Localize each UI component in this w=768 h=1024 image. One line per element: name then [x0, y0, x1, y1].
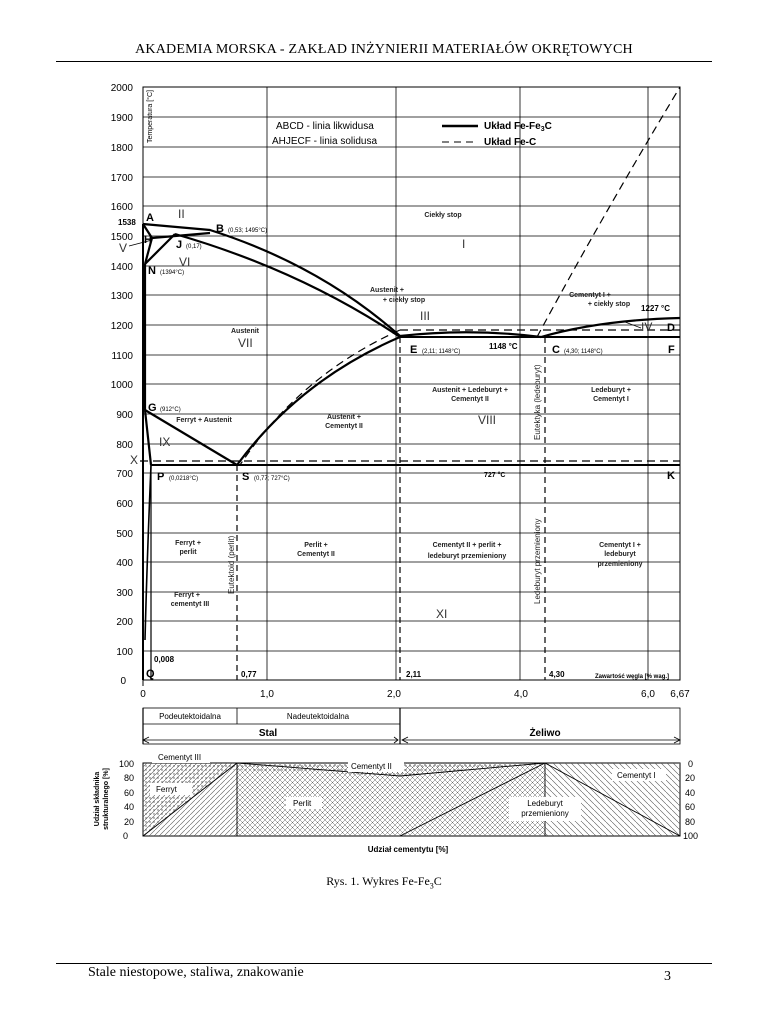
point-n: N [148, 265, 156, 277]
point-d: D [667, 322, 675, 334]
region-aust-ciekly: Austenit + [369, 287, 405, 294]
region-ferryt-aust: Ferryt + Austenit [176, 417, 232, 424]
y-tick: 1000 [110, 380, 133, 391]
temp-1227: 1227 °C [641, 304, 670, 313]
svg-text:perlit: perlit [179, 549, 197, 556]
svg-text:przemieniony: przemieniony [597, 561, 643, 568]
svg-text:0: 0 [122, 831, 128, 841]
svg-text:0: 0 [688, 759, 694, 769]
struct-cementyt-ii: Cementyt II [351, 762, 392, 771]
composition-marks [154, 655, 669, 680]
y-tick: 500 [116, 529, 133, 540]
svg-text:II: II [178, 207, 185, 221]
point-g-coord: (912°C) [160, 407, 181, 413]
point-f: F [668, 344, 675, 356]
y-tick: 1600 [110, 202, 133, 213]
y-tick: 700 [116, 469, 133, 480]
y-tick: 600 [116, 499, 133, 510]
svg-text:+ ciekły stop: + ciekły stop [382, 297, 426, 304]
region-ciekly: Ciekły stop [424, 212, 462, 219]
solvus-pq [145, 465, 151, 640]
point-b-coord: (0,53; 1495°C) [228, 228, 268, 234]
point-c-coord: (4,30; 1148°C) [564, 349, 603, 355]
region-led-cem: Ledeburyt + [591, 387, 631, 394]
band-zeliwo: Żeliwo [529, 728, 561, 739]
label-ledeburyt-przem: Ledeburyt przemieniony [533, 518, 542, 604]
svg-text:0,008: 0,008 [154, 655, 175, 664]
point-b: B [216, 223, 224, 235]
y-tick: 1200 [110, 321, 133, 332]
svg-text:100: 100 [683, 831, 699, 841]
point-a: A [146, 212, 154, 224]
svg-text:0,77: 0,77 [241, 670, 257, 679]
region-cem-ciekly: Cementyt I + [569, 292, 611, 299]
point-n-coord: (1394°C) [160, 270, 185, 276]
y-tick: 100 [116, 647, 133, 658]
struct-y-label-2: strukturalnego [%] [103, 768, 110, 830]
region-ferryt-perlit: Ferryt + [175, 540, 201, 547]
svg-text:Cementyt I: Cementyt I [593, 396, 629, 403]
region-aust-cem: Austenit + [326, 414, 362, 421]
classification-bands [143, 708, 680, 744]
svg-text:cementyt III: cementyt III [170, 601, 210, 608]
x-tick: 6,0 [641, 689, 655, 700]
svg-text:40: 40 [123, 802, 134, 812]
point-p: P [157, 471, 165, 483]
y-axis-label: Temperatura [°C] [147, 90, 154, 143]
x-tick: 6,67 [670, 689, 690, 700]
y-tick: 400 [116, 558, 133, 569]
y-tick: 1500 [110, 232, 133, 243]
svg-text:III: III [420, 309, 431, 323]
vertical-region-labels [227, 364, 542, 604]
structure-fraction-chart [94, 752, 698, 854]
x-tick: 2,0 [387, 689, 401, 700]
svg-text:V: V [119, 241, 128, 255]
svg-text:20: 20 [685, 773, 696, 783]
x-tick: 0 [140, 689, 146, 700]
y-tick: 1700 [110, 173, 133, 184]
svg-text:20: 20 [123, 817, 134, 827]
point-labels [118, 212, 675, 680]
x-axis-label: Zawartość węgla [% wag.] [595, 674, 670, 680]
svg-text:VII: VII [238, 336, 253, 350]
svg-text:Cementyt II: Cementyt II [297, 551, 335, 558]
point-k: K [667, 470, 675, 482]
page-number: 3 [664, 969, 671, 984]
label-eutektoid: Eutektoid (perlit) [227, 535, 236, 594]
line-gp [145, 410, 151, 465]
svg-text:XI: XI [436, 607, 448, 621]
temp-1148: 1148 °C [489, 342, 518, 351]
svg-text:60: 60 [123, 788, 134, 798]
svg-text:Cementyt II: Cementyt II [451, 396, 489, 403]
svg-text:4,30: 4,30 [549, 670, 565, 679]
struct-cementyt-i: Cementyt I [617, 771, 656, 780]
struct-cementyt-iii: Cementyt III [158, 753, 202, 762]
region-cem1-led: Cementyt I + [599, 542, 641, 549]
svg-text:40: 40 [685, 788, 696, 798]
point-e: E [410, 344, 418, 356]
struct-y-label-1: Udział składnika [94, 771, 101, 827]
point-j: J [176, 239, 183, 251]
svg-text:IX: IX [159, 435, 171, 449]
point-p-coord: (0,0218°C) [169, 476, 199, 482]
acm-es [237, 337, 400, 465]
liquidus-cd [541, 318, 680, 337]
point-j-coord: (0,17) [186, 244, 202, 250]
struct-ferryt: Ferryt [156, 785, 177, 794]
region-austenit: Austenit [231, 328, 259, 335]
svg-text:Układ Fe-Fe3C: Układ $Fe-Fe_3C$ [484, 121, 552, 133]
band-nadeutektoidalna: Nadeutektoidalna [286, 712, 350, 721]
legend [272, 121, 552, 148]
solidus-je [175, 234, 400, 337]
svg-text:I: I [462, 237, 466, 251]
y-tick: 1800 [110, 143, 133, 154]
figure-caption: Rys. 1. Wykres $Fe-Fe_3C$ [326, 874, 442, 891]
struct-ledeburyt: Ledeburyt [527, 799, 563, 808]
y-tick: 1400 [110, 262, 133, 273]
y-tick: 300 [116, 588, 133, 599]
vertical-grid [267, 87, 648, 680]
svg-text:ledeburyt: ledeburyt [604, 551, 636, 558]
svg-text:ledeburyt przemieniony: ledeburyt przemieniony [427, 553, 507, 560]
svg-text:60: 60 [685, 802, 696, 812]
label-eutektyka: Eutektyka (ledeburyt) [533, 364, 542, 440]
point-a-temp: 1538 [118, 218, 136, 227]
fe-c-dashed-lines [140, 87, 680, 465]
y-tick: 0 [120, 676, 126, 687]
footer-text: Stale niestopowe, staliwa, znakowanie [88, 965, 304, 980]
legend-liquidus: ABCD - linia likwidusa [276, 121, 374, 132]
svg-text:80: 80 [685, 817, 696, 827]
y-tick: 2000 [110, 83, 133, 94]
y-tick: 1100 [111, 351, 133, 362]
liquidus-abc [143, 224, 541, 337]
point-h: H [144, 234, 152, 246]
footer-rule [56, 963, 712, 964]
point-q: Q [146, 668, 155, 680]
band-podeutektoidalna: Podeutektoidalna [159, 712, 221, 721]
svg-text:VI: VI [179, 255, 191, 269]
svg-text:X: X [130, 453, 139, 467]
point-s-coord: (0,77; 727°C) [254, 476, 290, 482]
struct-perlit: Perlit [293, 799, 312, 808]
y-tick: 1900 [110, 113, 133, 124]
y-tick: 900 [116, 410, 133, 421]
x-tick: 4,0 [514, 689, 528, 700]
point-g: G [148, 402, 157, 414]
region-cem2-perlit: Cementyt II + perlit + [432, 542, 502, 549]
point-c: C [552, 344, 560, 356]
struct-x-label: Udział cementytu [%] [367, 845, 449, 854]
point-e-coord: (2,11; 1148°C) [422, 349, 461, 355]
band-stal: Stal [258, 728, 278, 739]
svg-text:przemieniony: przemieniony [521, 809, 569, 818]
point-s: S [242, 471, 250, 483]
svg-text:100: 100 [118, 759, 134, 769]
x-tick-labels [140, 680, 690, 700]
legend-fe-fe3c: Układ Fe-Fe [484, 121, 541, 132]
x-tick: 1,0 [260, 689, 274, 700]
region-perlit-cem: Perlit + [304, 542, 328, 549]
region-aust-led: Austenit + Ledeburyt + [432, 387, 508, 394]
y-tick: 200 [116, 617, 133, 628]
svg-text:+ ciekły stop: + ciekły stop [587, 301, 631, 308]
page-header: AKADEMIA MORSKA - ZAKŁAD INŻYNIERII MATERIAŁÓW OKRĘTOWYCH [135, 42, 633, 57]
horizontal-grid [143, 117, 680, 651]
y-tick-labels [111, 83, 134, 687]
svg-text:Cementyt II: Cementyt II [325, 423, 363, 430]
y-tick: 800 [116, 440, 133, 451]
svg-text:IV: IV [641, 320, 653, 334]
region-labels [171, 212, 643, 608]
y-tick: 1300 [110, 291, 133, 302]
svg-text:2,11: 2,11 [406, 670, 422, 679]
region-ferryt-cem3: Ferryt + [174, 592, 200, 599]
svg-text:VIII: VIII [478, 413, 497, 427]
legend-solidus: AHJECF - linia solidusa [272, 136, 378, 147]
temp-727: 727 °C [484, 472, 506, 479]
legend-fe-c: Układ Fe-C [484, 137, 537, 148]
plot-frame [143, 87, 680, 680]
svg-text:80: 80 [123, 773, 134, 783]
